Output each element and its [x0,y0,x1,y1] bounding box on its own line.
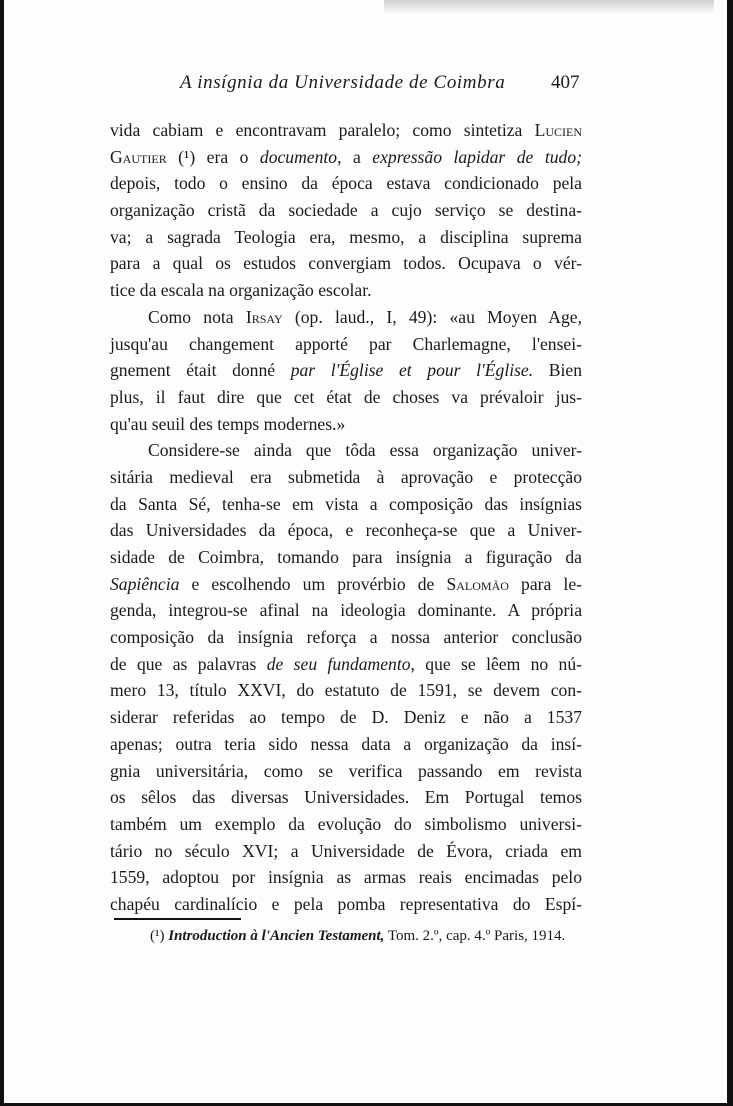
author-name: Lucien [534,120,582,140]
text-segment: Considere-se ainda que tôda essa organização univer- [148,440,582,461]
text-segment: organização cristã da sociedade a cujo serviço se destina- [110,200,582,221]
text-line [110,677,582,704]
text-segment: e escolhendo um provérbio de [179,573,447,594]
text-segment: tário no século XVI; a Universidade de Évora, criada em [110,840,582,861]
text-segment: depois, todo o ensino da época estava condicionado pela [110,173,582,194]
text-segment: gnement était donné [110,360,291,381]
text-segment: das Universidades da época, e reconheça-se que a Univer- [110,520,582,541]
text-line [110,758,582,785]
body-text [110,117,582,918]
text-line [110,624,582,651]
page-header [4,72,727,102]
text-segment: também um exemplo da evolução do simbolismo universi- [110,813,582,834]
text-line [110,491,582,518]
text-line [110,864,582,891]
text-line [110,197,582,224]
italic-phrase: de seu fundamento, [266,653,415,674]
page-number: 407 [551,72,580,93]
text-segment: para a qual os estudos convergiam todos. Ocupava o vér- [110,253,582,274]
text-line [110,144,582,171]
text-line [110,891,582,918]
footnote-reference: Tom. 2.º, cap. 4.º Paris, 1914. [387,928,566,944]
text-segment: a [341,146,373,167]
text-segment: va; a sagrada Teologia era, mesmo, a disciplina suprema [110,226,582,247]
text-segment: os sêlos das diversas Universidades. Em Portugal temos [110,787,582,808]
footnote [150,928,565,945]
italic-phrase: par l'Église et pour l'Église. [290,360,534,381]
text-segment: da Santa Sé, tenha-se em vista a composição das insígnias [110,493,582,514]
text-segment: 1559, adoptou por insígnia as armas reais encimadas pelo [110,867,582,888]
author-name: Gautier [110,146,167,167]
footnote-rule [114,918,241,920]
scan-shadow [384,0,714,14]
text-line [110,117,582,144]
text-segment: (¹) era o [166,146,260,167]
text-line [110,357,582,384]
text-segment: apenas; outra teria sido nessa data a organização da insí- [110,733,582,754]
text-line [110,517,582,544]
text-segment: composição da insígnia reforça a nossa anterior conclusão [110,627,582,648]
footnote-title: Introduction à l'Ancien Testament, [168,928,385,944]
text-segment: jusqu'au changement apporté par Charlemagne, l'ensei- [110,333,582,354]
text-segment: (op. laud., I, 49): «au Moyen Age, [282,306,582,327]
running-title: A insígnia da Universidade de Coimbra [180,72,506,93]
text-segment: chapéu cardinalício e pela pomba representativa do Espí- [110,893,582,914]
text-line [110,811,582,838]
italic-phrase: expressão lapidar de tudo; [372,146,582,167]
text-line [110,437,582,464]
author-name: Irsay [245,306,283,327]
text-line [110,224,582,251]
italic-phrase: documento, [259,146,342,167]
footnote-marker: (¹) [150,928,165,944]
text-line [110,411,582,438]
text-line [110,331,582,358]
text-segment: para le- [508,573,582,594]
text-segment: genda, integrou-se afinal na ideologia dominante. A própria [110,600,582,621]
text-segment: vida cabiam e encontravam paralelo; como sintetiza [110,120,535,140]
text-line [110,651,582,678]
text-segment: Como nota [148,306,246,327]
text-segment: qu'au seuil des temps modernes.» [110,413,346,434]
text-segment: sidade de Coimbra, tomando para insígnia a figuração da [110,547,582,567]
text-segment: Bien [533,360,582,381]
text-segment: que se lêem no nú- [414,653,583,674]
text-segment: tice da escala na organização escolar. [110,280,372,301]
italic-phrase: Sapiência [110,573,180,594]
text-line [110,838,582,865]
text-segment: mero 13, título XXVI, do estatuto de 1591, se devem con- [110,680,582,701]
author-name: Salomão [446,573,509,594]
text-segment: plus, il faut dire que cet état de choses va prévaloir jus- [110,386,582,407]
text-segment: de que as palavras [110,653,267,674]
text-line [110,304,582,331]
text-line [110,704,582,731]
text-line [110,571,582,598]
text-line [110,597,582,624]
text-line [110,544,582,571]
text-line [110,784,582,811]
text-segment: siderar referidas ao tempo de D. Deniz e não a 1537 [110,707,582,728]
text-segment: gnia universitária, como se verifica passando em revista [110,760,582,781]
text-line [110,170,582,197]
text-line [110,731,582,758]
text-line [110,277,582,304]
text-line [110,464,582,491]
text-line [110,384,582,411]
text-line [110,250,582,277]
text-segment: sitária medieval era submetida à aprovação e protecção [110,466,582,487]
